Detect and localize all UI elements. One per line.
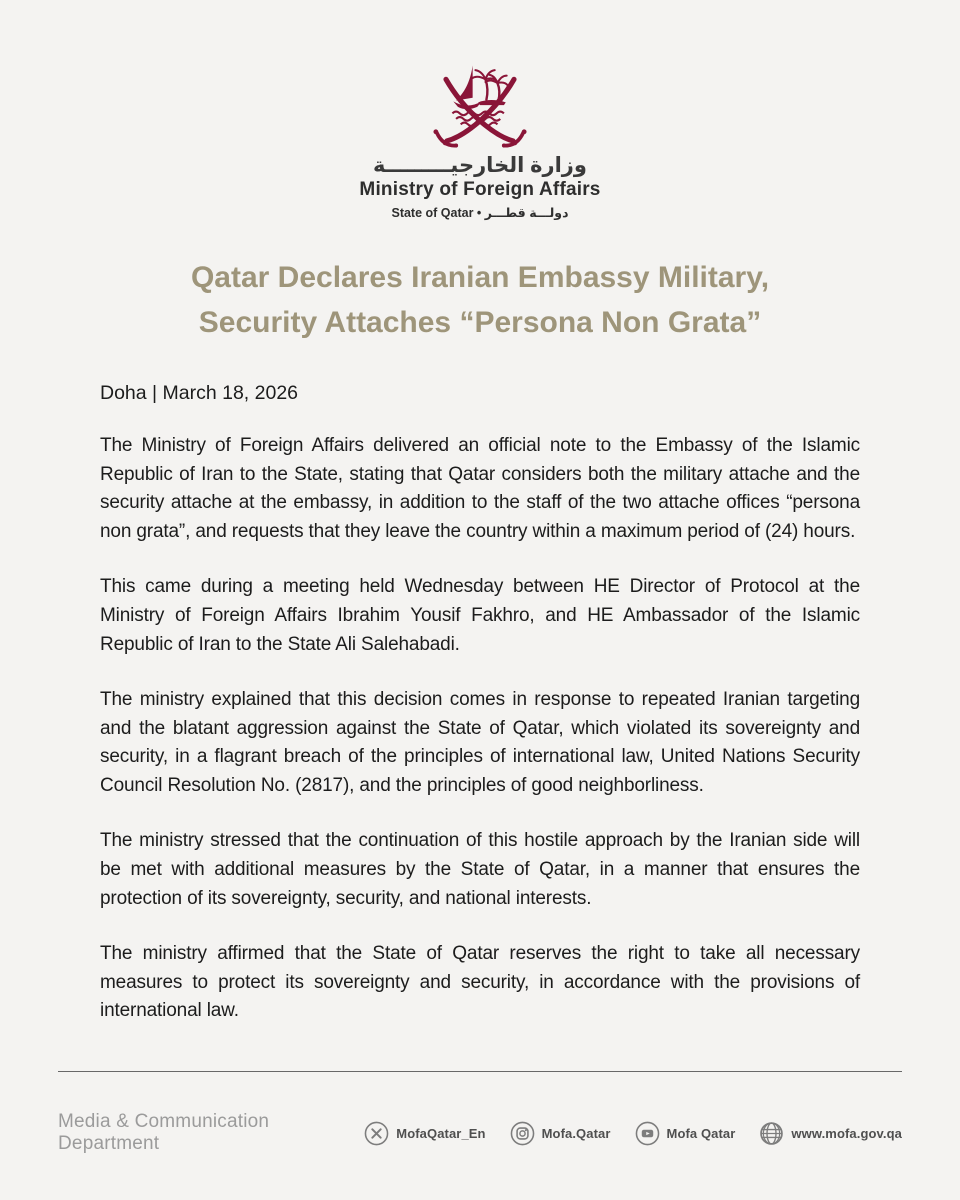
press-release-title [70, 255, 890, 345]
department-label: Media & Communication Department [58, 1111, 270, 1154]
x-icon [364, 1121, 389, 1146]
state-of-qatar-line: State of Qatar • دولـــة قطـــر [391, 205, 569, 220]
article-body [100, 382, 860, 1026]
instagram-handle: Mofa.Qatar [541, 1125, 611, 1141]
youtube-icon [635, 1121, 660, 1146]
ministry-name-english: Ministry of Foreign Affairs [359, 179, 601, 201]
instagram-icon [510, 1121, 535, 1146]
mofa-logo-block [0, 0, 960, 221]
footer [0, 1071, 960, 1200]
globe-icon [759, 1121, 784, 1146]
paragraph-4: The ministry stressed that the continuation of this hostile approach by the Iranian side will be met with additional measures by the State of Qatar, in a manner that ensures the protection of its sovereignty, security, and national interests. [100, 830, 860, 909]
paragraph-2: This came during a meeting held Wednesday between HE Director of Protocol at the Ministry of Foreign Affairs Ibrahim Yousif Fakhro, and HE Ambassador of the Islamic Republic of Iran to the State Ali Salehabadi. [100, 576, 860, 655]
social-link-youtube[interactable] [635, 1121, 736, 1146]
paragraph-3: The ministry explained that this decision comes in response to repeated Iranian targeting and the blatant aggression against the State of Qatar, which violated its sovereignty and security, in a flagrant breach of the principles of international law, United Nations Security Council Resolution No. (2817), and the principles of good neighborliness. [100, 689, 860, 796]
title-line-2: Security Attaches “Persona Non Grata” [198, 305, 762, 339]
dateline: Doha | March 18, 2026 [100, 381, 299, 404]
website-url: www.mofa.gov.qa [791, 1125, 902, 1141]
x-handle: MofaQatar_En [396, 1125, 486, 1141]
social-link-x[interactable] [364, 1121, 485, 1146]
ministry-name-arabic: وزارة الخارجيـــــــــة [373, 154, 587, 177]
paragraph-1: The Ministry of Foreign Affairs delivered an official note to the Embassy of the Islamic Republic of Iran to the State, stating that Qatar considers both the military attache and the security attache at the embassy, in addition to the staff of the two attache offices “persona non grata”, and requests that they leave the country within a maximum period of (24) hours. [100, 434, 860, 542]
youtube-handle: Mofa Qatar [666, 1125, 736, 1141]
qatar-mofa-emblem-icon [422, 60, 538, 152]
footer-divider [58, 1071, 902, 1072]
paragraph-5: The ministry affirmed that the State of Qatar reserves the right to take all necessary measures to protect its sovereignty and security, in accordance with the provisions of international law. [100, 943, 860, 1022]
title-line-1: Qatar Declares Iranian Embassy Military, [190, 260, 770, 294]
social-link-instagram[interactable] [510, 1121, 611, 1146]
social-links [364, 1121, 902, 1146]
social-link-website[interactable] [759, 1121, 902, 1146]
